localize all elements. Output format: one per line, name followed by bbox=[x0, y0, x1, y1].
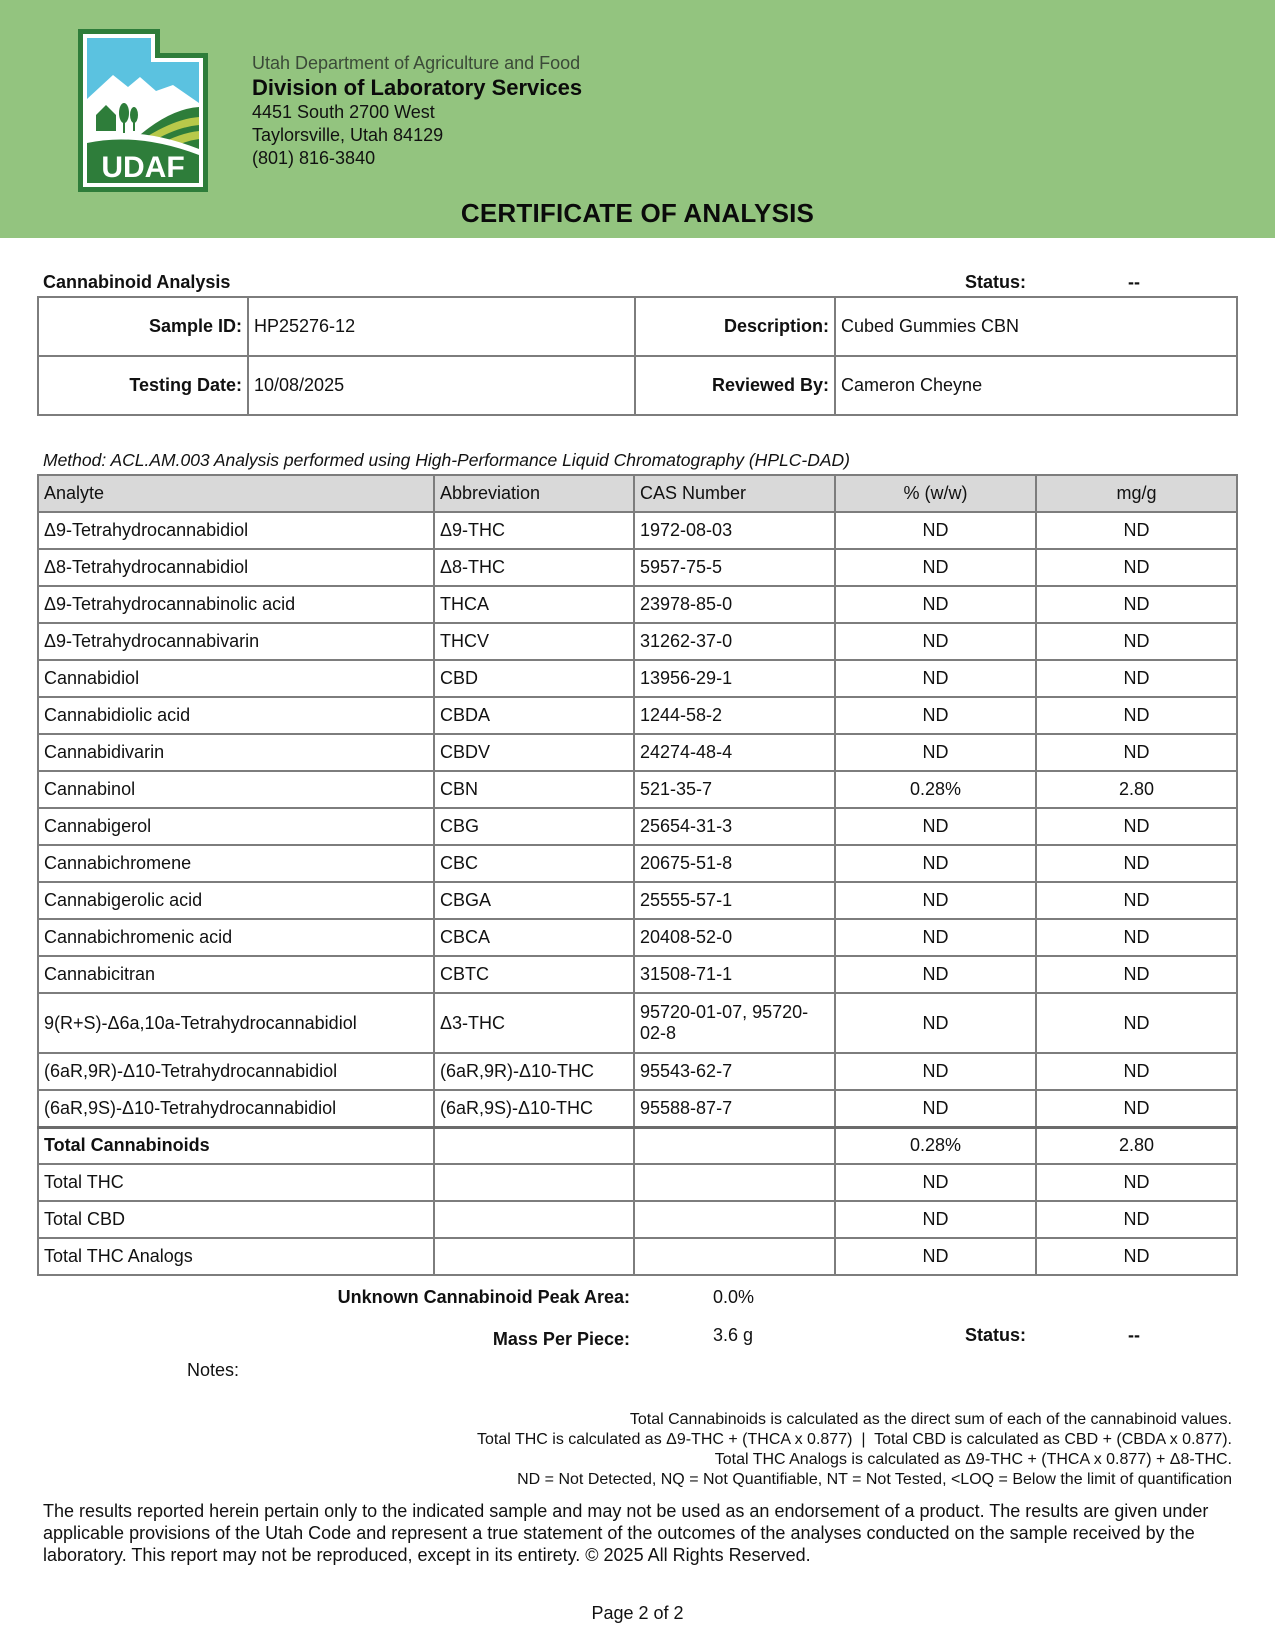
mgg-cell: ND bbox=[1036, 882, 1237, 919]
cas-cell: 24274-48-4 bbox=[634, 734, 835, 771]
calc-note-line: Total THC is calculated as Δ9-THC + (THCA x 0.877) | Total CBD is calculated as CBD + (CBDA x 0.877). bbox=[477, 1431, 1232, 1448]
analyte-cell: 9(R+S)-Δ6a,10a-Tetrahydrocannabidiol bbox=[38, 993, 434, 1053]
cas-cell: 13956-29-1 bbox=[634, 660, 835, 697]
mgg-cell: ND bbox=[1036, 660, 1237, 697]
table-row bbox=[38, 993, 1237, 1053]
mgg-cell: ND bbox=[1036, 586, 1237, 623]
abbreviation-cell: CBDV bbox=[434, 734, 634, 771]
total-mgg-cell: ND bbox=[1036, 1238, 1237, 1275]
mass-per-piece-label: Mass Per Piece: bbox=[492, 1329, 630, 1349]
calculation-notes bbox=[477, 1410, 1232, 1490]
table-row bbox=[38, 623, 1237, 660]
analyte-cell: Cannabinol bbox=[38, 771, 434, 808]
total-label-cell: Total THC bbox=[38, 1164, 434, 1201]
total-row bbox=[38, 1238, 1237, 1275]
table-row bbox=[38, 919, 1237, 956]
mgg-cell: ND bbox=[1036, 1090, 1237, 1127]
cas-cell: 521-35-7 bbox=[634, 771, 835, 808]
total-row bbox=[38, 1201, 1237, 1238]
results-table bbox=[37, 474, 1238, 1276]
column-header-mgg: mg/g bbox=[1036, 475, 1237, 512]
division-name: Division of Laboratory Services bbox=[252, 75, 583, 100]
cas-cell: 1244-58-2 bbox=[634, 697, 835, 734]
total-row bbox=[38, 1127, 1237, 1164]
percent-cell: ND bbox=[835, 549, 1036, 586]
cas-cell: 95720-01-07, 95720-02-8 bbox=[634, 993, 835, 1053]
table-row bbox=[38, 586, 1237, 623]
analyte-cell: Cannabichromene bbox=[38, 845, 434, 882]
description-value: Cubed Gummies CBN bbox=[835, 297, 1237, 356]
percent-cell: 0.28% bbox=[835, 771, 1036, 808]
mgg-cell: ND bbox=[1036, 549, 1237, 586]
total-row bbox=[38, 1164, 1237, 1201]
abbreviation-cell: CBD bbox=[434, 660, 634, 697]
calc-note-line: Total Cannabinoids is calculated as the direct sum of each of the cannabinoid values. bbox=[629, 1411, 1232, 1428]
abbreviation-cell: Δ8-THC bbox=[434, 549, 634, 586]
percent-cell: ND bbox=[835, 956, 1036, 993]
mgg-cell: ND bbox=[1036, 1053, 1237, 1090]
notes-label: Notes: bbox=[187, 1360, 240, 1380]
empty-cell bbox=[634, 1164, 835, 1201]
mgg-cell: ND bbox=[1036, 808, 1237, 845]
analyte-cell: Cannabigerol bbox=[38, 808, 434, 845]
disclaimer: The results reported herein pertain only to the indicated sample and may not be used as an endorsement of a product. The results are given under applicable provisions of the Utah Code and represent a true statement of the outcomes of the analyses conducted on the sample received by the laboratory. This report may not be reproduced, except in its entirety. © 2025 All Rights Reserved. bbox=[43, 1501, 1209, 1565]
table-row bbox=[38, 1053, 1237, 1090]
address-line-2: Taylorsville, Utah 84129 bbox=[252, 125, 444, 145]
cas-cell: 20675-51-8 bbox=[634, 845, 835, 882]
analyte-cell: Δ8-Tetrahydrocannabidiol bbox=[38, 549, 434, 586]
percent-cell: ND bbox=[835, 882, 1036, 919]
abbreviation-cell: CBTC bbox=[434, 956, 634, 993]
column-header-percent: % (w/w) bbox=[835, 475, 1036, 512]
udaf-logo-icon bbox=[78, 29, 208, 192]
section-title: Cannabinoid Analysis bbox=[43, 272, 231, 292]
analyte-cell: (6aR,9R)-Δ10-Tetrahydrocannabidiol bbox=[38, 1053, 434, 1090]
cas-cell: 95588-87-7 bbox=[634, 1090, 835, 1127]
abbreviation-cell: CBCA bbox=[434, 919, 634, 956]
percent-cell: ND bbox=[835, 734, 1036, 771]
mgg-cell: ND bbox=[1036, 734, 1237, 771]
table-row bbox=[38, 697, 1237, 734]
peak-area-label: Unknown Cannabinoid Peak Area: bbox=[337, 1287, 630, 1307]
cas-cell: 31262-37-0 bbox=[634, 623, 835, 660]
status-value-bottom: -- bbox=[1128, 1325, 1140, 1345]
sample-info-row bbox=[38, 297, 1237, 356]
sample-info-row bbox=[38, 356, 1237, 415]
status-label: Status: bbox=[965, 272, 1027, 292]
percent-cell: ND bbox=[835, 660, 1036, 697]
abbreviation-cell: Δ3-THC bbox=[434, 993, 634, 1053]
analyte-cell: Cannabidiol bbox=[38, 660, 434, 697]
total-percent-cell: ND bbox=[835, 1238, 1036, 1275]
total-mgg-cell: ND bbox=[1036, 1164, 1237, 1201]
svg-text:UDAF: UDAF bbox=[101, 151, 185, 184]
cas-cell: 23978-85-0 bbox=[634, 586, 835, 623]
reviewed-by-label: Reviewed By: bbox=[635, 356, 835, 415]
table-row bbox=[38, 660, 1237, 697]
cas-cell: 1972-08-03 bbox=[634, 512, 835, 549]
sample-info-table bbox=[37, 296, 1238, 416]
abbreviation-cell: Δ9-THC bbox=[434, 512, 634, 549]
mgg-cell: ND bbox=[1036, 845, 1237, 882]
percent-cell: ND bbox=[835, 586, 1036, 623]
cas-cell: 31508-71-1 bbox=[634, 956, 835, 993]
mgg-cell: ND bbox=[1036, 623, 1237, 660]
percent-cell: ND bbox=[835, 1090, 1036, 1127]
table-row bbox=[38, 549, 1237, 586]
peak-area-value: 0.0% bbox=[713, 1287, 755, 1307]
cas-cell: 95543-62-7 bbox=[634, 1053, 835, 1090]
mgg-cell: 2.80 bbox=[1036, 771, 1237, 808]
abbreviation-cell: THCA bbox=[434, 586, 634, 623]
empty-cell bbox=[434, 1164, 634, 1201]
empty-cell bbox=[634, 1201, 835, 1238]
table-row bbox=[38, 512, 1237, 549]
empty-cell bbox=[434, 1238, 634, 1275]
cas-cell: 5957-75-5 bbox=[634, 549, 835, 586]
status-value: -- bbox=[1128, 272, 1140, 292]
status-label-bottom: Status: bbox=[965, 1325, 1027, 1345]
table-row bbox=[38, 1090, 1237, 1127]
total-label-cell: Total Cannabinoids bbox=[38, 1127, 434, 1164]
page-number: Page 2 of 2 bbox=[591, 1603, 684, 1623]
header-band bbox=[0, 0, 1275, 238]
abbreviation-cell: CBDA bbox=[434, 697, 634, 734]
document-title: CERTIFICATE OF ANALYSIS bbox=[460, 198, 815, 228]
table-row bbox=[38, 734, 1237, 771]
total-percent-cell: ND bbox=[835, 1201, 1036, 1238]
abbreviation-cell: CBGA bbox=[434, 882, 634, 919]
mass-per-piece-value: 3.6 g bbox=[713, 1325, 754, 1345]
description-label: Description: bbox=[635, 297, 835, 356]
column-header-analyte: Analyte bbox=[38, 475, 434, 512]
table-row bbox=[38, 771, 1237, 808]
table-row bbox=[38, 845, 1237, 882]
total-mgg-cell: ND bbox=[1036, 1201, 1237, 1238]
calc-note-line: Total THC Analogs is calculated as Δ9-THC + (THCA x 0.877) + Δ8-THC. bbox=[714, 1451, 1232, 1468]
abbreviation-cell: THCV bbox=[434, 623, 634, 660]
analyte-cell: (6aR,9S)-Δ10-Tetrahydrocannabidiol bbox=[38, 1090, 434, 1127]
table-row bbox=[38, 956, 1237, 993]
percent-cell: ND bbox=[835, 993, 1036, 1053]
table-row bbox=[38, 808, 1237, 845]
mgg-cell: ND bbox=[1036, 512, 1237, 549]
percent-cell: ND bbox=[835, 512, 1036, 549]
total-label-cell: Total CBD bbox=[38, 1201, 434, 1238]
percent-cell: ND bbox=[835, 623, 1036, 660]
abbreviation-cell: (6aR,9R)-Δ10-THC bbox=[434, 1053, 634, 1090]
sample-id-label: Sample ID: bbox=[38, 297, 248, 356]
abbreviation-cell: CBN bbox=[434, 771, 634, 808]
column-header-abbreviation: Abbreviation bbox=[434, 475, 634, 512]
method-description: Method: ACL.AM.003 Analysis performed using High-Performance Liquid Chromatography (HPLC-DAD) bbox=[43, 450, 850, 470]
testing-date-value: 10/08/2025 bbox=[248, 356, 635, 415]
column-header-cas: CAS Number bbox=[634, 475, 835, 512]
cas-cell: 25555-57-1 bbox=[634, 882, 835, 919]
analyte-cell: Cannabigerolic acid bbox=[38, 882, 434, 919]
reviewed-by-value: Cameron Cheyne bbox=[835, 356, 1237, 415]
analyte-cell: Δ9-Tetrahydrocannabidiol bbox=[38, 512, 434, 549]
mgg-cell: ND bbox=[1036, 697, 1237, 734]
sample-id-value: HP25276-12 bbox=[248, 297, 635, 356]
total-percent-cell: ND bbox=[835, 1164, 1036, 1201]
analyte-cell: Cannabidivarin bbox=[38, 734, 434, 771]
cas-cell: 25654-31-3 bbox=[634, 808, 835, 845]
abbreviation-cell: CBG bbox=[434, 808, 634, 845]
analyte-cell: Δ9-Tetrahydrocannabinolic acid bbox=[38, 586, 434, 623]
empty-cell bbox=[434, 1201, 634, 1238]
organization-info bbox=[252, 52, 582, 170]
results-header-row bbox=[38, 475, 1237, 512]
percent-cell: ND bbox=[835, 919, 1036, 956]
total-label-cell: Total THC Analogs bbox=[38, 1238, 434, 1275]
analyte-cell: Cannabidiolic acid bbox=[38, 697, 434, 734]
cas-cell: 20408-52-0 bbox=[634, 919, 835, 956]
mgg-cell: ND bbox=[1036, 993, 1237, 1053]
empty-cell bbox=[634, 1238, 835, 1275]
phone-number: (801) 816-3840 bbox=[252, 148, 376, 168]
total-mgg-cell: 2.80 bbox=[1036, 1127, 1237, 1164]
empty-cell bbox=[634, 1127, 835, 1164]
department-name: Utah Department of Agriculture and Food bbox=[252, 53, 581, 73]
percent-cell: ND bbox=[835, 1053, 1036, 1090]
testing-date-label: Testing Date: bbox=[38, 356, 248, 415]
percent-cell: ND bbox=[835, 808, 1036, 845]
analyte-cell: Cannabicitran bbox=[38, 956, 434, 993]
mgg-cell: ND bbox=[1036, 956, 1237, 993]
percent-cell: ND bbox=[835, 845, 1036, 882]
mgg-cell: ND bbox=[1036, 919, 1237, 956]
analyte-cell: Δ9-Tetrahydrocannabivarin bbox=[38, 623, 434, 660]
table-row bbox=[38, 882, 1237, 919]
empty-cell bbox=[434, 1127, 634, 1164]
analyte-cell: Cannabichromenic acid bbox=[38, 919, 434, 956]
calc-note-line: ND = Not Detected, NQ = Not Quantifiable, NT = Not Tested, <LOQ = Below the limit of quantification bbox=[517, 1471, 1232, 1488]
abbreviation-cell: CBC bbox=[434, 845, 634, 882]
abbreviation-cell: (6aR,9S)-Δ10-THC bbox=[434, 1090, 634, 1127]
address-line-1: 4451 South 2700 West bbox=[252, 102, 435, 122]
total-percent-cell: 0.28% bbox=[835, 1127, 1036, 1164]
percent-cell: ND bbox=[835, 697, 1036, 734]
